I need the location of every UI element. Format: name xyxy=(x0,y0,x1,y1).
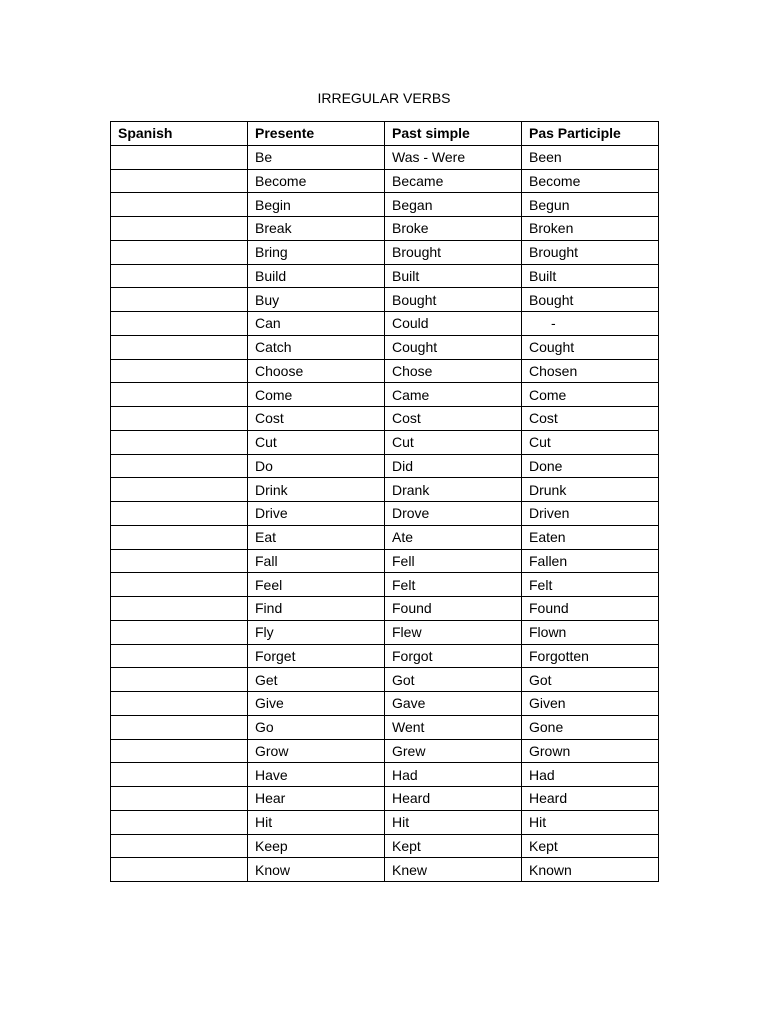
presente-cell: Build xyxy=(248,264,385,288)
spanish-cell xyxy=(111,739,248,763)
table-row xyxy=(111,407,659,431)
table-row xyxy=(111,502,659,526)
presente-cell: Grow xyxy=(248,739,385,763)
spanish-cell xyxy=(111,454,248,478)
table-row xyxy=(111,145,659,169)
presente-cell: Become xyxy=(248,169,385,193)
table-row xyxy=(111,715,659,739)
spanish-cell xyxy=(111,858,248,882)
table-row xyxy=(111,620,659,644)
presente-cell: Give xyxy=(248,692,385,716)
past-simple-cell: Became xyxy=(385,169,522,193)
past-simple-cell: Felt xyxy=(385,573,522,597)
table-row xyxy=(111,525,659,549)
presente-cell: Have xyxy=(248,763,385,787)
past-participle-cell: Been xyxy=(522,145,659,169)
past-participle-cell: Got xyxy=(522,668,659,692)
spanish-cell xyxy=(111,383,248,407)
past-simple-cell: Grew xyxy=(385,739,522,763)
spanish-cell xyxy=(111,288,248,312)
spanish-cell xyxy=(111,407,248,431)
page-title: IRREGULAR VERBS xyxy=(317,90,451,106)
past-simple-cell: Began xyxy=(385,193,522,217)
table-row xyxy=(111,264,659,288)
past-participle-cell: Felt xyxy=(522,573,659,597)
spanish-cell xyxy=(111,549,248,573)
past-participle-cell: Cought xyxy=(522,335,659,359)
table-row xyxy=(111,810,659,834)
spanish-cell xyxy=(111,715,248,739)
past-participle-cell: Done xyxy=(522,454,659,478)
column-header-presente: Presente xyxy=(248,122,385,146)
presente-cell: Drink xyxy=(248,478,385,502)
past-participle-cell: Grown xyxy=(522,739,659,763)
past-simple-cell: Cought xyxy=(385,335,522,359)
presente-cell: Eat xyxy=(248,525,385,549)
table-header xyxy=(111,122,659,146)
past-participle-cell: Cost xyxy=(522,407,659,431)
presente-cell: Do xyxy=(248,454,385,478)
spanish-cell xyxy=(111,597,248,621)
table-row xyxy=(111,549,659,573)
spanish-cell xyxy=(111,787,248,811)
past-simple-cell: Built xyxy=(385,264,522,288)
past-simple-cell: Hit xyxy=(385,810,522,834)
spanish-cell xyxy=(111,312,248,336)
past-simple-cell: Ate xyxy=(385,525,522,549)
presente-cell: Cost xyxy=(248,407,385,431)
table-row xyxy=(111,169,659,193)
past-simple-cell: Went xyxy=(385,715,522,739)
table-row xyxy=(111,763,659,787)
presente-cell: Be xyxy=(248,145,385,169)
presente-cell: Cut xyxy=(248,430,385,454)
past-participle-cell: Chosen xyxy=(522,359,659,383)
past-participle-cell: Built xyxy=(522,264,659,288)
past-simple-cell: Kept xyxy=(385,834,522,858)
table-row xyxy=(111,240,659,264)
spanish-cell xyxy=(111,145,248,169)
past-simple-cell: Was - Were xyxy=(385,145,522,169)
past-simple-cell: Had xyxy=(385,763,522,787)
irregular-verbs-table xyxy=(110,121,659,882)
past-simple-cell: Drove xyxy=(385,502,522,526)
spanish-cell xyxy=(111,573,248,597)
spanish-cell xyxy=(111,240,248,264)
past-simple-cell: Could xyxy=(385,312,522,336)
presente-cell: Can xyxy=(248,312,385,336)
past-simple-cell: Chose xyxy=(385,359,522,383)
spanish-cell xyxy=(111,525,248,549)
presente-cell: Catch xyxy=(248,335,385,359)
past-simple-cell: Cost xyxy=(385,407,522,431)
presente-cell: Find xyxy=(248,597,385,621)
table-row xyxy=(111,692,659,716)
spanish-cell xyxy=(111,335,248,359)
past-participle-cell: Had xyxy=(522,763,659,787)
past-simple-cell: Knew xyxy=(385,858,522,882)
presente-cell: Fly xyxy=(248,620,385,644)
past-simple-cell: Cut xyxy=(385,430,522,454)
table-body xyxy=(111,145,659,881)
presente-cell: Break xyxy=(248,217,385,241)
presente-cell: Hit xyxy=(248,810,385,834)
past-simple-cell: Brought xyxy=(385,240,522,264)
table-row xyxy=(111,217,659,241)
spanish-cell xyxy=(111,668,248,692)
spanish-cell xyxy=(111,810,248,834)
table-row xyxy=(111,668,659,692)
presente-cell: Go xyxy=(248,715,385,739)
spanish-cell xyxy=(111,644,248,668)
past-participle-cell: Begun xyxy=(522,193,659,217)
table-row xyxy=(111,454,659,478)
table-row xyxy=(111,359,659,383)
past-participle-cell: Hit xyxy=(522,810,659,834)
presente-cell: Fall xyxy=(248,549,385,573)
spanish-cell xyxy=(111,169,248,193)
table-row xyxy=(111,383,659,407)
spanish-cell xyxy=(111,478,248,502)
column-header-past-participle: Pas Participle xyxy=(522,122,659,146)
spanish-cell xyxy=(111,264,248,288)
header-row xyxy=(111,122,659,146)
spanish-cell xyxy=(111,217,248,241)
past-participle-cell: Known xyxy=(522,858,659,882)
table-row xyxy=(111,858,659,882)
past-participle-cell: Drunk xyxy=(522,478,659,502)
table-row xyxy=(111,787,659,811)
past-participle-cell: Driven xyxy=(522,502,659,526)
past-participle-cell: Forgotten xyxy=(522,644,659,668)
past-participle-cell: Bought xyxy=(522,288,659,312)
past-simple-cell: Found xyxy=(385,597,522,621)
past-participle-cell: - xyxy=(522,312,659,336)
past-simple-cell: Bought xyxy=(385,288,522,312)
past-simple-cell: Fell xyxy=(385,549,522,573)
table-row xyxy=(111,478,659,502)
spanish-cell xyxy=(111,430,248,454)
past-participle-cell: Found xyxy=(522,597,659,621)
past-simple-cell: Gave xyxy=(385,692,522,716)
past-participle-cell: Given xyxy=(522,692,659,716)
presente-cell: Bring xyxy=(248,240,385,264)
spanish-cell xyxy=(111,193,248,217)
past-participle-cell: Gone xyxy=(522,715,659,739)
spanish-cell xyxy=(111,834,248,858)
presente-cell: Hear xyxy=(248,787,385,811)
table-row xyxy=(111,573,659,597)
table-row xyxy=(111,644,659,668)
spanish-cell xyxy=(111,620,248,644)
spanish-cell xyxy=(111,763,248,787)
spanish-cell xyxy=(111,502,248,526)
past-participle-cell: Brought xyxy=(522,240,659,264)
presente-cell: Get xyxy=(248,668,385,692)
spanish-cell xyxy=(111,359,248,383)
table-row xyxy=(111,335,659,359)
table-row xyxy=(111,739,659,763)
past-participle-cell: Come xyxy=(522,383,659,407)
presente-cell: Buy xyxy=(248,288,385,312)
past-simple-cell: Forgot xyxy=(385,644,522,668)
table-row xyxy=(111,312,659,336)
spanish-cell xyxy=(111,692,248,716)
table-row xyxy=(111,834,659,858)
past-participle-cell: Flown xyxy=(522,620,659,644)
table-row xyxy=(111,193,659,217)
past-simple-cell: Came xyxy=(385,383,522,407)
presente-cell: Keep xyxy=(248,834,385,858)
past-participle-cell: Heard xyxy=(522,787,659,811)
past-participle-cell: Become xyxy=(522,169,659,193)
past-participle-cell: Eaten xyxy=(522,525,659,549)
presente-cell: Forget xyxy=(248,644,385,668)
presente-cell: Choose xyxy=(248,359,385,383)
presente-cell: Drive xyxy=(248,502,385,526)
presente-cell: Feel xyxy=(248,573,385,597)
presente-cell: Know xyxy=(248,858,385,882)
past-simple-cell: Broke xyxy=(385,217,522,241)
past-participle-cell: Cut xyxy=(522,430,659,454)
table-row xyxy=(111,288,659,312)
presente-cell: Come xyxy=(248,383,385,407)
past-simple-cell: Heard xyxy=(385,787,522,811)
table-row xyxy=(111,597,659,621)
column-header-past-simple: Past simple xyxy=(385,122,522,146)
column-header-spanish: Spanish xyxy=(111,122,248,146)
past-participle-cell: Kept xyxy=(522,834,659,858)
past-participle-cell: Fallen xyxy=(522,549,659,573)
table-row xyxy=(111,430,659,454)
past-participle-cell: Broken xyxy=(522,217,659,241)
past-simple-cell: Drank xyxy=(385,478,522,502)
past-simple-cell: Did xyxy=(385,454,522,478)
past-simple-cell: Flew xyxy=(385,620,522,644)
past-simple-cell: Got xyxy=(385,668,522,692)
presente-cell: Begin xyxy=(248,193,385,217)
